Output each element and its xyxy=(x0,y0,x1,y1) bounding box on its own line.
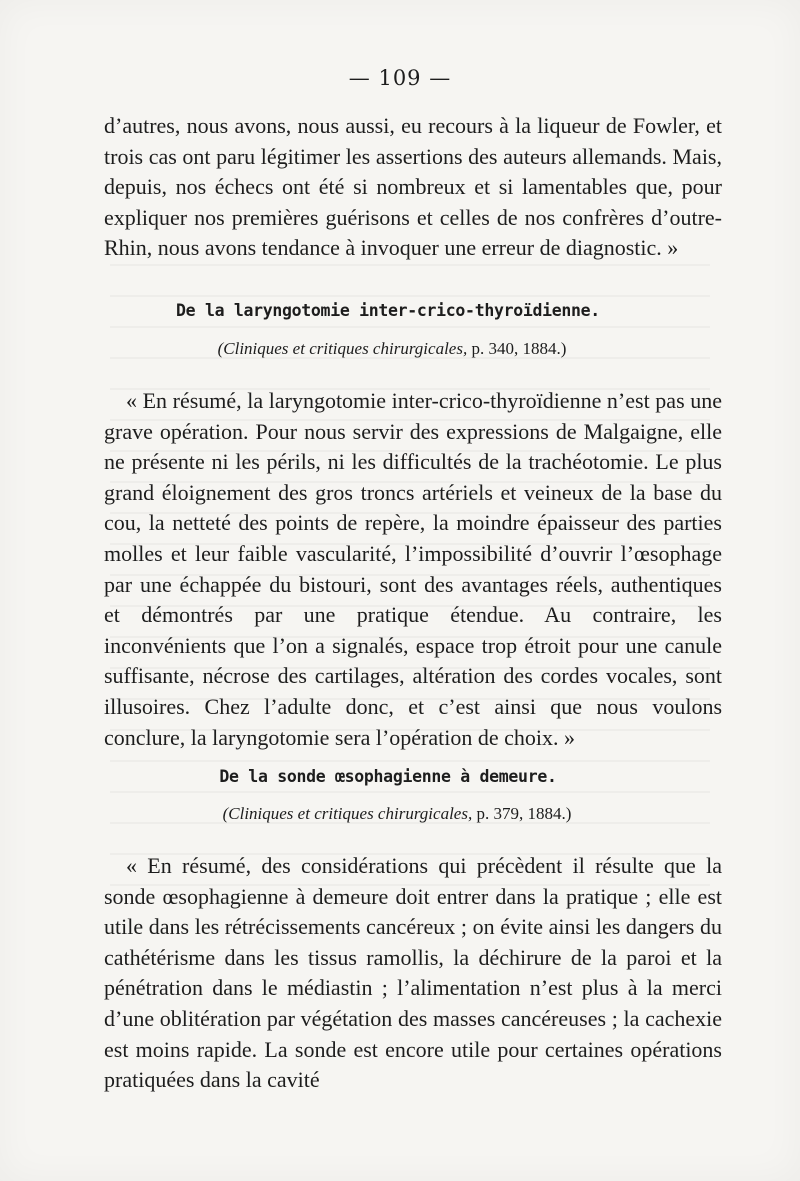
section-source-sonde xyxy=(0,804,797,824)
source-title: (Cliniques et critiques chirurgicales, xyxy=(217,339,468,358)
page-number: — 109 — xyxy=(348,66,452,90)
section-source-laryngotomie xyxy=(0,339,792,359)
source-reference: p. 379, 1884.) xyxy=(472,804,572,823)
paragraph-laryngotomie: « En résumé, la laryngotomie inter-crico-thyroïdienne n’est pas une grave opération. Pour nous servir des expressions de Malgaigne, elle ne présente ni les périls, ni les difficultés de la trachéotomie. Le plus grand éloignement des gros troncs artériels et veineux de la base du cou, la netteté des points de repère, la moindre épaisseur des parties molles et leur faible vascularité, l’impossibilité d’ouvrir l’œsophage par une échappée du bistouri, sont des avantages réels, authentiques et démontrés par une pratique étendue. Au contraire, les inconvénients que l’on a signalés, espace trop étroit pour une canule suffisante, nécrose des cartilages, altération des cordes vocales, sont illusoires. Chez l’adulte donc, et c’est ainsi que nous voulons conclure, la laryngotomie sera l’opération de choix. » xyxy=(104,388,722,750)
source-reference: p. 340, 1884.) xyxy=(467,339,567,358)
section-heading-sonde: De la sonde œsophagienne à demeure. xyxy=(219,767,557,786)
paragraph-sonde: « En résumé, des considérations qui précèdent il résulte que la sonde œsophagienne à demeure doit entrer dans la pratique ; elle est utile dans les rétrécissements cancéreux ; on évite ainsi les dangers du cathétérisme dans les tissus ramollis, la déchirure de la paroi et la pénétration dans le médiastin ; l’alimentation n’est plus à la merci d’une oblitération par végétation des masses cancéreuses ; la cachexie est moins rapide. La sonde est encore utile pour certaines opérations pratiquées dans la cavité xyxy=(104,853,722,1093)
paragraph-continuation: d’autres, nous avons, nous aussi, eu recours à la liqueur de Fowler, et trois cas ont paru légitimer les assertions des auteurs allemands. Mais, depuis, nos échecs ont été si nombreux et si lamentables que, pour expliquer nos premières guérisons et celles de nos confrères d’outre-Rhin, nous avons tendance à invoquer une erreur de diagnostic. » xyxy=(104,113,722,261)
source-title: (Cliniques et critiques chirurgicales, xyxy=(222,804,473,823)
section-heading-laryngotomie: De la laryngotomie inter-crico-thyroïdienne. xyxy=(176,301,600,320)
